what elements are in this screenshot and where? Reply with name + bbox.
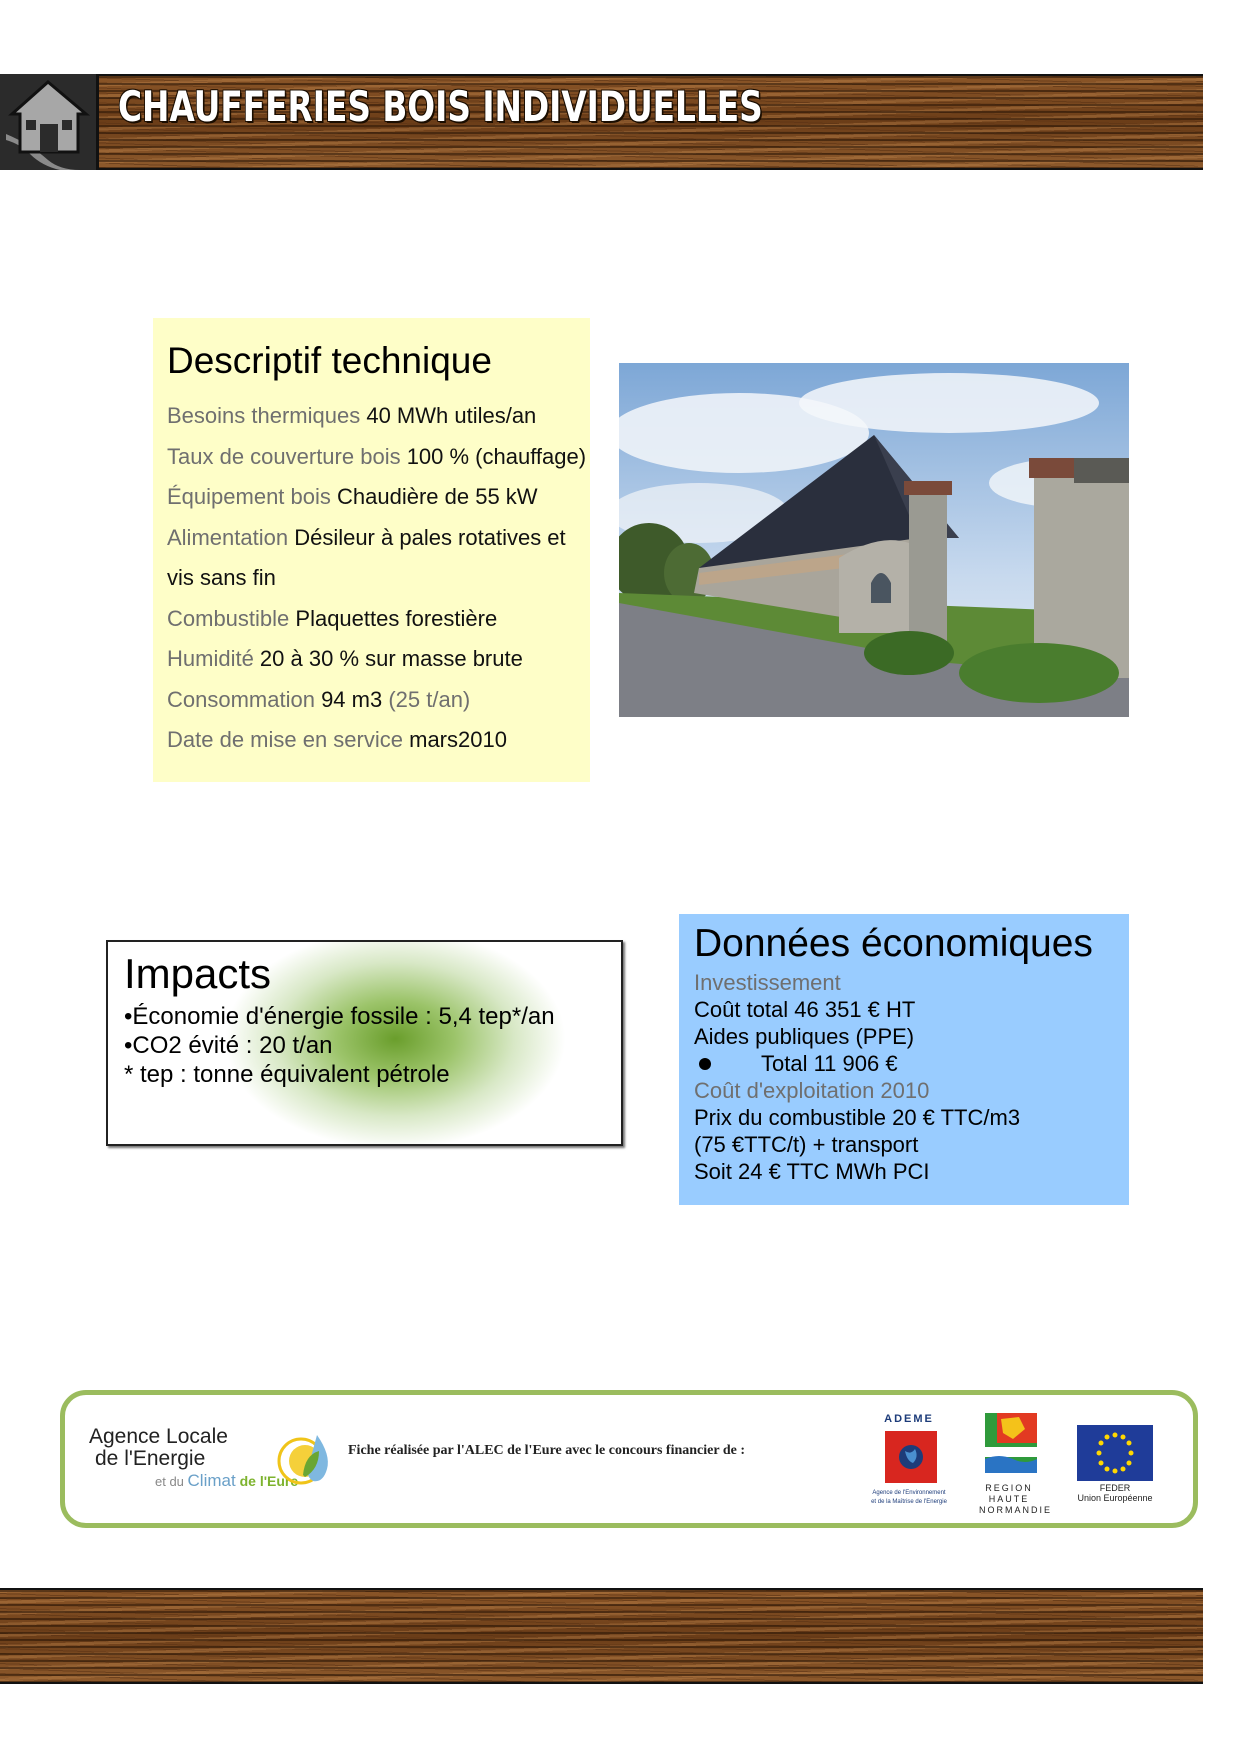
list-item: Équipement bois Chaudière de 55 kW [167, 484, 538, 509]
alec-leaf-icon [275, 1425, 345, 1495]
ademe-logo: ADEME Agence de l'Environnement et de la Maîtrise de l'Energie [871, 1413, 947, 1505]
list-item: Alimentation Désileur à pales rotatives et vis sans fin [167, 524, 566, 590]
exploitation-label: Coût d'exploitation 2010 [694, 1078, 930, 1103]
partners-box [60, 1390, 1198, 1528]
building-photo [619, 363, 1129, 717]
total-aides-row: Total 11 906 € [694, 1050, 1124, 1077]
descriptif-list [167, 396, 597, 761]
aides-publiques: Aides publiques (PPE) [694, 1024, 915, 1049]
partners-text: Fiche réalisée par l'ALEC de l'Eure avec le concours financier de : [348, 1443, 745, 1458]
house-icon [0, 74, 99, 170]
impacts-panel [106, 940, 623, 1146]
prix-combustible-detail: (75 €TTC/t) + transport [694, 1132, 919, 1157]
descriptif-title: Descriptif technique [167, 340, 492, 381]
list-item: Consommation 94 m3 (25 t/an) [167, 686, 471, 712]
list-item: Humidité 20 à 30 % sur masse brute [167, 646, 523, 671]
page-title: CHAUFFERIES BOIS INDIVIDUELLES [118, 82, 763, 131]
economie-body [694, 969, 1124, 1185]
prix-combustible: Prix du combustible 20 € TTC/m3 [694, 1105, 1021, 1130]
footer-banner [0, 1588, 1203, 1684]
impacts-title: Impacts [124, 950, 272, 997]
feder-logo: FEDER Union Européenne [1067, 1425, 1167, 1515]
economie-title: Données économiques [694, 922, 1093, 965]
impacts-line: •CO2 évité : 20 t/an [124, 1032, 333, 1059]
impacts-line: •Économie d'énergie fossile : 5,4 tep*/an [124, 1003, 555, 1030]
ademe-globe-icon [885, 1431, 937, 1483]
region-haute-normandie-logo: REGION HAUTE NORMANDIE [979, 1413, 1049, 1513]
alec-logo: Agence Locale de l'Energie et du Climat de l'Eure [89, 1425, 319, 1495]
eu-flag-icon [1077, 1425, 1153, 1481]
investissement-label: Investissement [694, 970, 841, 995]
impacts-body [124, 1002, 604, 1089]
list-item: Combustible Plaquettes forestière [167, 605, 498, 631]
cout-mwh: Soit 24 € TTC MWh PCI [694, 1159, 930, 1184]
list-item: Taux de couverture bois 100 % (chauffage) [167, 443, 587, 469]
region-flag-icon [979, 1413, 1039, 1475]
donnees-economiques-panel [679, 914, 1129, 1205]
impacts-line: * tep : tonne équivalent pétrole [124, 1061, 450, 1088]
list-item: Besoins thermiques 40 MWh utiles/an [167, 403, 537, 428]
descriptif-technique-panel [153, 318, 590, 782]
bullet-icon [699, 1058, 711, 1070]
cout-total: Coût total 46 351 € HT [694, 997, 916, 1022]
list-item: Date de mise en service mars2010 [167, 727, 507, 752]
